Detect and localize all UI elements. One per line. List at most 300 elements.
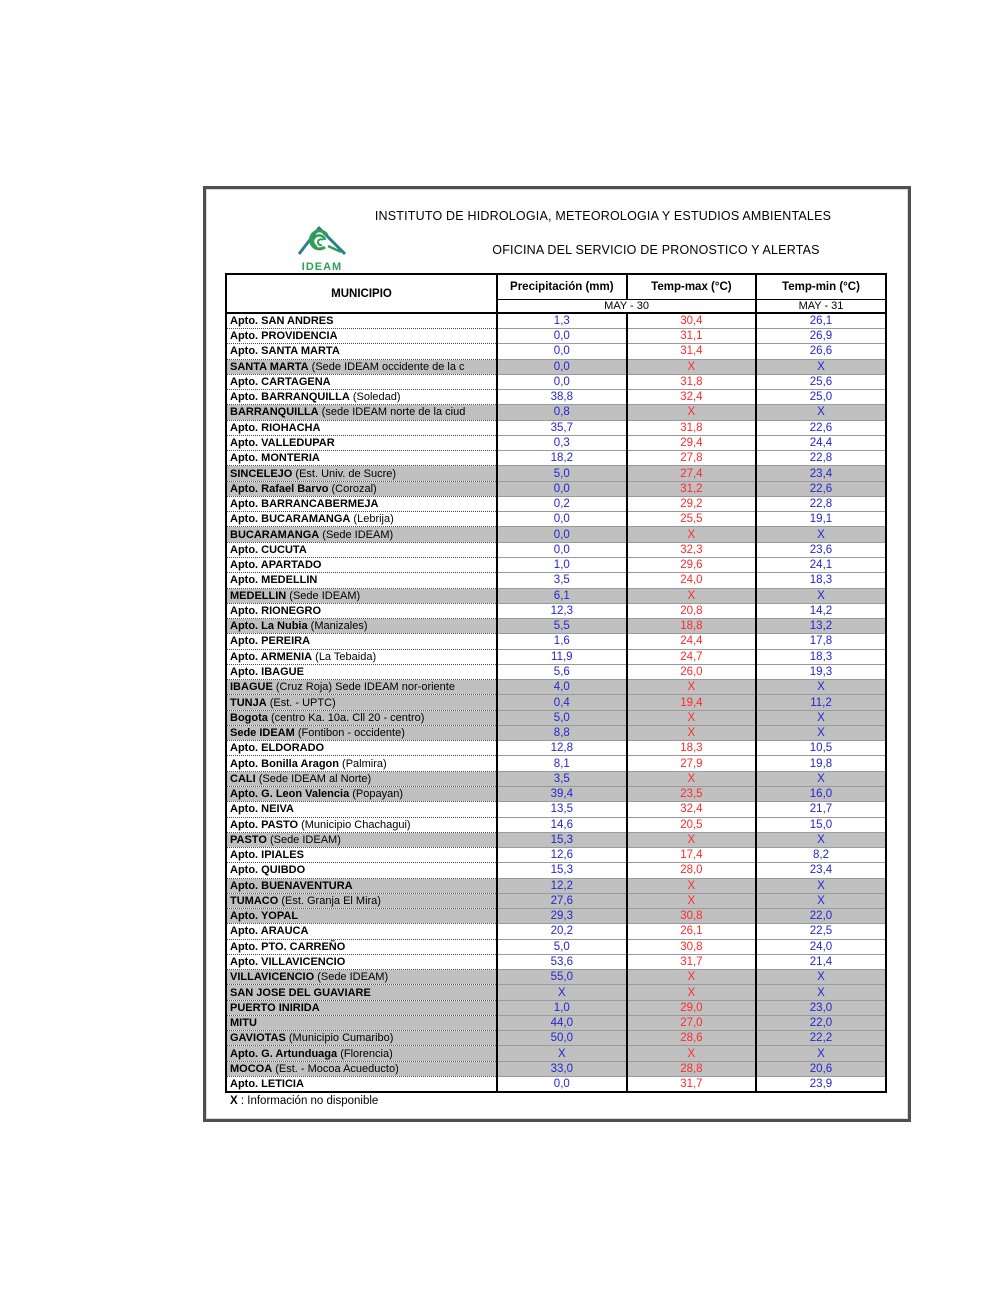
- temp-min-cell: X: [756, 405, 886, 420]
- temp-min-cell: 24,1: [756, 557, 886, 572]
- temp-min-cell: X: [756, 985, 886, 1000]
- municipality-name: Apto. Bonilla Aragon: [230, 757, 339, 770]
- temp-max-cell: X: [627, 588, 757, 603]
- municipality-name: Apto. QUIBDO: [230, 864, 306, 877]
- temp-max-cell: 23,5: [627, 786, 757, 801]
- temp-max-cell: X: [627, 405, 757, 420]
- municipality-name: Apto. PEREIRA: [230, 635, 311, 648]
- municipality-cell: [226, 1015, 497, 1030]
- table-header: [226, 274, 886, 313]
- municipality-cell: [226, 573, 497, 588]
- table-row: [226, 1015, 886, 1030]
- table-row: [226, 603, 886, 618]
- municipality-cell: [226, 481, 497, 496]
- temp-max-cell: 30,4: [627, 313, 757, 329]
- temp-min-cell: 23,0: [756, 1000, 886, 1015]
- municipality-name: TUNJA: [230, 696, 267, 709]
- temp-min-cell: 19,3: [756, 664, 886, 679]
- temp-max-cell: X: [627, 710, 757, 725]
- municipality-name: Sede IDEAM: [230, 727, 295, 740]
- temp-max-cell: 27,0: [627, 1015, 757, 1030]
- municipality-name: BARRANQUILLA: [230, 406, 319, 419]
- temp-max-cell: X: [627, 893, 757, 908]
- temp-min-cell: 18,3: [756, 649, 886, 664]
- municipality-detail: (Popayan): [349, 788, 404, 801]
- municipality-cell: [226, 329, 497, 344]
- table-row: [226, 1000, 886, 1015]
- municipality-name: SINCELEJO: [230, 467, 293, 480]
- precipitation-cell: 0,8: [497, 405, 627, 420]
- municipality-detail: (Florencia): [337, 1047, 393, 1060]
- temp-max-cell: 24,0: [627, 573, 757, 588]
- precipitation-cell: 11,9: [497, 649, 627, 664]
- municipality-cell: [226, 909, 497, 924]
- temp-min-cell: 22,0: [756, 909, 886, 924]
- municipality-name: Apto. MEDELLIN: [230, 574, 318, 587]
- municipality-name: VILLAVICENCIO: [230, 971, 315, 984]
- temp-min-cell: 10,5: [756, 741, 886, 756]
- temp-max-cell: X: [627, 527, 757, 542]
- table-row: [226, 557, 886, 572]
- temp-min-cell: 23,4: [756, 863, 886, 878]
- temp-min-cell: X: [756, 359, 886, 374]
- precipitation-cell: 12,2: [497, 878, 627, 893]
- precipitation-cell: 27,6: [497, 893, 627, 908]
- precipitation-cell: 50,0: [497, 1031, 627, 1046]
- municipality-detail: (La Tebaida): [312, 650, 377, 663]
- temp-min-cell: X: [756, 710, 886, 725]
- temp-min-cell: 20,6: [756, 1061, 886, 1076]
- table-row: [226, 970, 886, 985]
- temp-min-cell: X: [756, 680, 886, 695]
- municipality-cell: [226, 664, 497, 679]
- municipality-cell: [226, 451, 497, 466]
- table-row: [226, 954, 886, 969]
- precipitation-cell: 0,0: [497, 542, 627, 557]
- municipality-cell: [226, 1031, 497, 1046]
- column-header-temp-max: Temp-max (°C): [627, 274, 757, 299]
- temp-min-cell: 17,8: [756, 634, 886, 649]
- municipality-cell: [226, 496, 497, 511]
- municipality-name: Apto. CARTAGENA: [230, 375, 331, 388]
- temp-max-cell: 30,8: [627, 939, 757, 954]
- table-row: [226, 481, 886, 496]
- temp-min-cell: 23,4: [756, 466, 886, 481]
- precipitation-cell: 4,0: [497, 680, 627, 695]
- table-row: [226, 909, 886, 924]
- temp-max-cell: 28,6: [627, 1031, 757, 1046]
- municipality-detail: (Sede IDEAM): [286, 589, 361, 602]
- municipality-cell: [226, 390, 497, 405]
- temp-min-cell: X: [756, 725, 886, 740]
- municipality-name: Apto. LETICIA: [230, 1078, 304, 1091]
- temp-max-cell: 17,4: [627, 848, 757, 863]
- temp-min-cell: 21,7: [756, 802, 886, 817]
- temp-min-cell: 16,0: [756, 786, 886, 801]
- temp-min-cell: 22,8: [756, 496, 886, 511]
- table-row: [226, 771, 886, 786]
- precipitation-cell: X: [497, 1046, 627, 1061]
- temp-min-cell: 26,1: [756, 313, 886, 329]
- temp-min-cell: 13,2: [756, 619, 886, 634]
- table-row: [226, 786, 886, 801]
- table-row: [226, 802, 886, 817]
- municipality-name: Apto. ARAUCA: [230, 925, 309, 938]
- municipality-name: Apto. ELDORADO: [230, 742, 325, 755]
- temp-min-cell: X: [756, 527, 886, 542]
- precipitation-cell: 12,6: [497, 848, 627, 863]
- temp-max-cell: X: [627, 1046, 757, 1061]
- temp-min-cell: 23,6: [756, 542, 886, 557]
- municipality-cell: [226, 619, 497, 634]
- precipitation-cell: 0,0: [497, 481, 627, 496]
- municipality-name: Apto. CUCUTA: [230, 543, 307, 556]
- temp-max-cell: 27,8: [627, 451, 757, 466]
- precipitation-cell: 35,7: [497, 420, 627, 435]
- temp-max-cell: 18,8: [627, 619, 757, 634]
- table-row: [226, 344, 886, 359]
- table-row: [226, 649, 886, 664]
- municipality-cell: [226, 1046, 497, 1061]
- municipality-name: Apto. G. Artunduaga: [230, 1047, 338, 1060]
- municipality-name: SAN JOSE DEL GUAVIARE: [230, 986, 371, 999]
- temp-max-cell: 25,5: [627, 512, 757, 527]
- table-row: [226, 893, 886, 908]
- precipitation-cell: 0,0: [497, 359, 627, 374]
- municipality-name: MEDELLIN: [230, 589, 287, 602]
- temp-min-cell: X: [756, 893, 886, 908]
- municipality-detail: (Manizales): [307, 620, 368, 633]
- table-row: [226, 634, 886, 649]
- temp-min-cell: 19,1: [756, 512, 886, 527]
- temp-max-cell: 31,1: [627, 329, 757, 344]
- subheader-may30: MAY - 30: [497, 299, 756, 313]
- precipitation-cell: 0,0: [497, 374, 627, 389]
- municipality-name: Apto. NEIVA: [230, 803, 294, 816]
- municipality-name: Apto. RIONEGRO: [230, 604, 322, 617]
- municipality-cell: [226, 817, 497, 832]
- ideam-logo-text: IDEAM: [301, 261, 343, 273]
- municipality-detail: (Palmira): [338, 757, 387, 770]
- precipitation-cell: 0,0: [497, 1077, 627, 1093]
- municipality-name: MOCOA: [230, 1062, 273, 1075]
- temp-max-cell: 29,6: [627, 557, 757, 572]
- precipitation-cell: 5,0: [497, 466, 627, 481]
- table-row: [226, 725, 886, 740]
- municipality-cell: [226, 710, 497, 725]
- temp-min-cell: 19,8: [756, 756, 886, 771]
- office-subtitle: OFICINA DEL SERVICIO DE PRONOSTICO Y ALERTAS: [492, 243, 820, 257]
- municipality-cell: [226, 557, 497, 572]
- precipitation-cell: 0,3: [497, 435, 627, 450]
- municipality-name: SANTA MARTA: [230, 360, 309, 373]
- table-row: [226, 1061, 886, 1076]
- column-header-temp-min: Temp-min (°C): [756, 274, 886, 299]
- temp-max-cell: 31,2: [627, 481, 757, 496]
- precipitation-cell: 8,1: [497, 756, 627, 771]
- temp-max-cell: 28,0: [627, 863, 757, 878]
- temp-max-cell: 32,4: [627, 390, 757, 405]
- temp-max-cell: 27,4: [627, 466, 757, 481]
- precipitation-cell: 5,6: [497, 664, 627, 679]
- municipality-cell: [226, 466, 497, 481]
- temp-max-cell: 31,7: [627, 1077, 757, 1093]
- municipality-cell: [226, 527, 497, 542]
- municipality-detail: (Corozal): [328, 482, 377, 495]
- municipality-cell: [226, 756, 497, 771]
- table-row: [226, 924, 886, 939]
- table-row: [226, 542, 886, 557]
- precipitation-cell: 1,0: [497, 1000, 627, 1015]
- temp-min-cell: 8,2: [756, 848, 886, 863]
- temp-max-cell: X: [627, 878, 757, 893]
- report-frame: [203, 186, 911, 1122]
- table-row: [226, 588, 886, 603]
- municipality-detail: (Municipio Chachagui): [298, 818, 411, 831]
- temp-min-cell: 24,4: [756, 435, 886, 450]
- table-row: [226, 435, 886, 450]
- municipality-cell: [226, 1077, 497, 1093]
- municipality-cell: [226, 741, 497, 756]
- table-row: [226, 573, 886, 588]
- municipality-name: Apto. IPIALES: [230, 849, 304, 862]
- municipality-cell: [226, 863, 497, 878]
- temp-min-cell: X: [756, 832, 886, 847]
- municipality-name: PUERTO INIRIDA: [230, 1001, 320, 1014]
- municipality-detail: (sede IDEAM norte de la ciud: [318, 406, 466, 419]
- municipality-cell: [226, 420, 497, 435]
- precipitation-cell: 55,0: [497, 970, 627, 985]
- municipality-cell: [226, 786, 497, 801]
- precipitation-cell: 44,0: [497, 1015, 627, 1030]
- municipality-name: Apto. BARRANQUILLA: [230, 391, 350, 404]
- municipality-name: CALI: [230, 772, 256, 785]
- municipality-detail: (Sede IDEAM): [266, 833, 341, 846]
- table-row: [226, 1077, 886, 1093]
- municipality-cell: [226, 680, 497, 695]
- subheader-may31: MAY - 31: [756, 299, 886, 313]
- precipitation-cell: 18,2: [497, 451, 627, 466]
- temp-max-cell: X: [627, 970, 757, 985]
- precipitation-cell: 39,4: [497, 786, 627, 801]
- table-row: [226, 1031, 886, 1046]
- precipitation-cell: 8,8: [497, 725, 627, 740]
- temp-min-cell: 22,6: [756, 481, 886, 496]
- municipality-cell: [226, 924, 497, 939]
- municipality-cell: [226, 878, 497, 893]
- municipality-detail: (Est. Univ. de Sucre): [292, 467, 397, 480]
- municipality-cell: [226, 542, 497, 557]
- municipality-cell: [226, 313, 497, 329]
- precipitation-cell: 0,2: [497, 496, 627, 511]
- temp-max-cell: 24,7: [627, 649, 757, 664]
- municipality-cell: [226, 588, 497, 603]
- temp-max-cell: X: [627, 680, 757, 695]
- temp-max-cell: X: [627, 832, 757, 847]
- temp-max-cell: 31,8: [627, 420, 757, 435]
- precipitation-cell: 0,4: [497, 695, 627, 710]
- municipality-cell: [226, 634, 497, 649]
- temp-min-cell: X: [756, 771, 886, 786]
- table-row: [226, 710, 886, 725]
- municipality-cell: [226, 603, 497, 618]
- temp-max-cell: 30,8: [627, 909, 757, 924]
- table-row: [226, 512, 886, 527]
- precipitation-cell: 12,8: [497, 741, 627, 756]
- table-row: [226, 939, 886, 954]
- municipality-detail: (Est. - UPTC): [266, 696, 336, 709]
- municipality-cell: [226, 649, 497, 664]
- municipality-name: Apto. YOPAL: [230, 910, 299, 923]
- temp-max-cell: 32,4: [627, 802, 757, 817]
- precipitation-cell: 5,0: [497, 939, 627, 954]
- temp-min-cell: 22,8: [756, 451, 886, 466]
- temp-max-cell: 28,8: [627, 1061, 757, 1076]
- missing-data-symbol: X: [230, 1095, 238, 1107]
- table-row: [226, 695, 886, 710]
- municipality-cell: [226, 1061, 497, 1076]
- municipality-cell: [226, 405, 497, 420]
- municipality-detail: (Sede IDEAM): [314, 971, 389, 984]
- table-row: [226, 466, 886, 481]
- municipality-cell: [226, 970, 497, 985]
- municipality-name: Apto. APARTADO: [230, 559, 322, 572]
- temp-max-cell: 29,0: [627, 1000, 757, 1015]
- temp-min-cell: 21,4: [756, 954, 886, 969]
- municipality-cell: [226, 771, 497, 786]
- precipitation-cell: 15,3: [497, 863, 627, 878]
- temp-min-cell: 14,2: [756, 603, 886, 618]
- temp-max-cell: 26,1: [627, 924, 757, 939]
- municipality-name: Apto. PROVIDENCIA: [230, 330, 338, 343]
- institute-title: INSTITUTO DE HIDROLOGIA, METEOROLOGIA Y ESTUDIOS AMBIENTALES: [374, 209, 832, 223]
- municipality-name: IBAGUE: [230, 681, 273, 694]
- municipality-detail: (Soledad): [349, 391, 401, 404]
- municipality-cell: [226, 725, 497, 740]
- municipality-cell: [226, 802, 497, 817]
- municipality-cell: [226, 848, 497, 863]
- temp-min-cell: 22,0: [756, 1015, 886, 1030]
- municipality-detail: (Cruz Roja) Sede IDEAM nor-oriente: [272, 681, 455, 694]
- precipitation-cell: 20,2: [497, 924, 627, 939]
- table-row: [226, 664, 886, 679]
- temp-min-cell: 22,6: [756, 420, 886, 435]
- precipitation-cell: 6,1: [497, 588, 627, 603]
- temp-min-cell: 22,5: [756, 924, 886, 939]
- precipitation-cell: 0,0: [497, 329, 627, 344]
- table-body: [226, 313, 886, 1092]
- temp-min-cell: 11,2: [756, 695, 886, 710]
- precipitation-cell: 3,5: [497, 573, 627, 588]
- precipitation-cell: 3,5: [497, 771, 627, 786]
- temp-min-cell: 18,3: [756, 573, 886, 588]
- missing-data-note: [230, 1095, 378, 1107]
- precipitation-cell: 0,0: [497, 527, 627, 542]
- table-row: [226, 863, 886, 878]
- temp-min-cell: X: [756, 588, 886, 603]
- temp-min-cell: 15,0: [756, 817, 886, 832]
- municipality-cell: [226, 954, 497, 969]
- precipitation-cell: 1,0: [497, 557, 627, 572]
- precipitation-cell: 5,0: [497, 710, 627, 725]
- temp-max-cell: 18,3: [627, 741, 757, 756]
- municipality-cell: [226, 344, 497, 359]
- precipitation-cell: 33,0: [497, 1061, 627, 1076]
- precipitation-cell: 14,6: [497, 817, 627, 832]
- municipality-name: Apto. Rafael Barvo: [230, 482, 329, 495]
- table-row: [226, 313, 886, 329]
- ideam-logo: [294, 221, 350, 273]
- precipitation-cell: 38,8: [497, 390, 627, 405]
- municipality-name: Apto. SAN ANDRES: [230, 315, 334, 327]
- temp-max-cell: 27,9: [627, 756, 757, 771]
- weather-table: [225, 273, 887, 1093]
- temp-min-cell: 25,6: [756, 374, 886, 389]
- municipality-name: Apto. RIOHACHA: [230, 421, 321, 434]
- table-row: [226, 848, 886, 863]
- temp-min-cell: X: [756, 1046, 886, 1061]
- table-row: [226, 1046, 886, 1061]
- table-row: [226, 420, 886, 435]
- municipality-detail: (Est. - Mocoa Acueducto): [272, 1062, 399, 1075]
- temp-max-cell: X: [627, 985, 757, 1000]
- temp-min-cell: 26,9: [756, 329, 886, 344]
- municipality-detail: (Est. Granja El Mira): [278, 894, 381, 907]
- precipitation-cell: 5,5: [497, 619, 627, 634]
- municipality-cell: [226, 832, 497, 847]
- temp-max-cell: X: [627, 725, 757, 740]
- municipality-detail: (Sede IDEAM occidente de la c: [308, 360, 465, 373]
- table-row: [226, 741, 886, 756]
- table-row: [226, 374, 886, 389]
- municipality-name: Bogota: [230, 711, 268, 724]
- municipality-cell: [226, 374, 497, 389]
- precipitation-cell: 1,6: [497, 634, 627, 649]
- municipality-cell: [226, 359, 497, 374]
- municipality-cell: [226, 939, 497, 954]
- municipality-detail: (Lebrija): [350, 513, 394, 526]
- municipality-name: Apto. PASTO: [230, 818, 299, 831]
- temp-max-cell: 31,7: [627, 954, 757, 969]
- temp-min-cell: 26,6: [756, 344, 886, 359]
- temp-min-cell: 22,2: [756, 1031, 886, 1046]
- temp-max-cell: 20,5: [627, 817, 757, 832]
- precipitation-cell: X: [497, 985, 627, 1000]
- table-row: [226, 496, 886, 511]
- municipality-name: Apto. BARRANCABERMEJA: [230, 498, 379, 511]
- municipality-cell: [226, 1000, 497, 1015]
- temp-min-cell: 25,0: [756, 390, 886, 405]
- municipality-cell: [226, 512, 497, 527]
- temp-max-cell: 26,0: [627, 664, 757, 679]
- precipitation-cell: 53,6: [497, 954, 627, 969]
- municipality-name: TUMACO: [230, 894, 279, 907]
- temp-min-cell: X: [756, 970, 886, 985]
- municipality-name: Apto. BUCARAMANGA: [230, 513, 351, 526]
- municipality-name: MITU: [230, 1017, 257, 1030]
- temp-max-cell: 29,2: [627, 496, 757, 511]
- temp-max-cell: 19,4: [627, 695, 757, 710]
- temp-max-cell: X: [627, 359, 757, 374]
- table-row: [226, 832, 886, 847]
- table-row: [226, 359, 886, 374]
- municipality-name: Apto. IBAGUE: [230, 665, 304, 678]
- municipality-name: Apto. ARMENIA: [230, 650, 313, 663]
- table-row: [226, 451, 886, 466]
- temp-min-cell: X: [756, 878, 886, 893]
- column-header-municipio: MUNICIPIO: [226, 274, 497, 313]
- table-row: [226, 878, 886, 893]
